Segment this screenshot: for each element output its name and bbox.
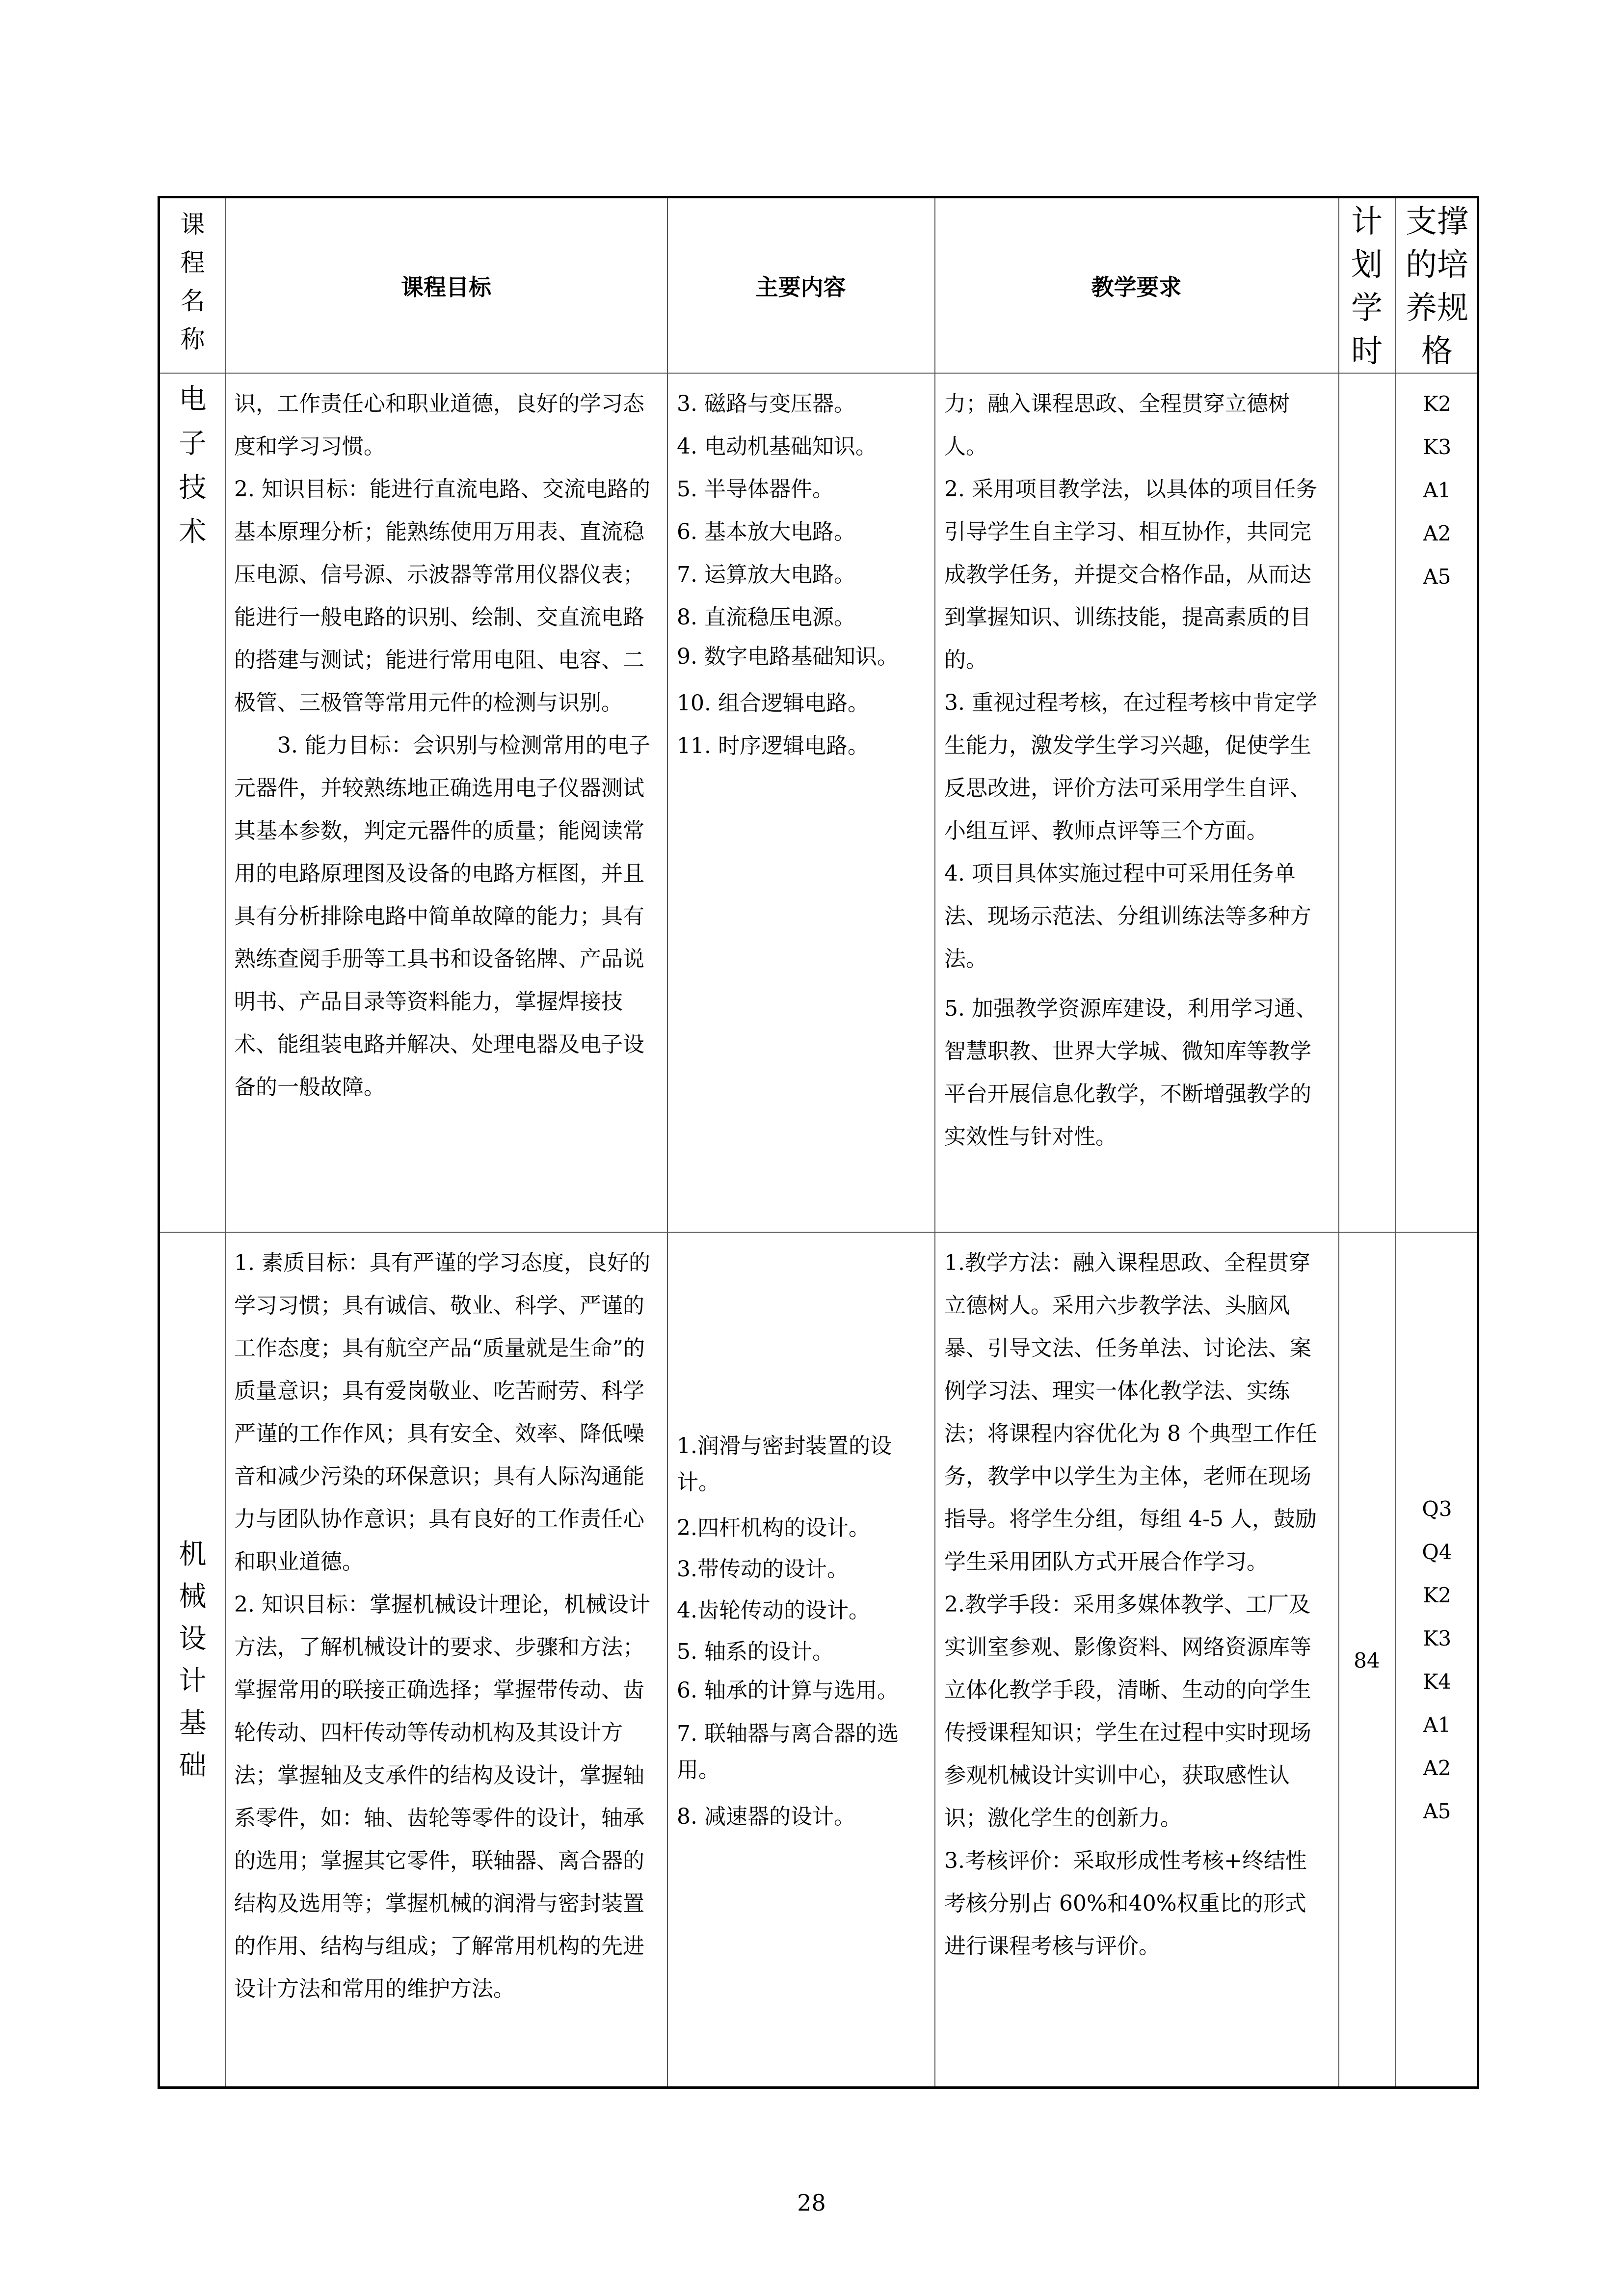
content-item: 8. 减速器的设计。	[677, 1804, 855, 1829]
name-char: 术	[179, 516, 207, 548]
spec-code: K4	[1422, 1670, 1452, 1694]
requirement-text: 3.考核评价：采取形成性考核+终结性考核分别占 60%和40%权重比的形式进行课程考核与评价。	[944, 1848, 1307, 1959]
objective-text: 2. 知识目标：掌握机械设计理论，机械设计方法，了解机械设计的要求、步骤和方法；掌握常用的联接正确选择；掌握带传动、齿轮传动、四杆传动等传动机构及其设计方法；掌握轴及支承件的结构及设计，掌握轴系零件，如：轴、齿轮等零件的设计，轴承的选用；掌握其它零件，联轴器、离合器的结构及选用等；掌握机械的润滑与密封装置的作用、结构与组成；了解常用机构的先进设计方法和常用的维护方法。	[234, 1592, 650, 2001]
row-mechanical-content	[667, 1232, 934, 2089]
name-char: 子	[179, 428, 207, 459]
spec-code: Q3	[1422, 1497, 1452, 1521]
content-item: 8. 直流稳压电源。	[677, 605, 855, 630]
name-char: 技	[179, 472, 207, 504]
spec-code: K3	[1422, 1626, 1452, 1650]
curriculum-table	[158, 196, 1479, 2089]
header-char: 名	[180, 287, 205, 315]
row-electronics-content	[667, 373, 934, 1232]
header-content: 主要内容	[755, 273, 846, 300]
spec-code: K2	[1422, 1583, 1452, 1607]
requirement-text: 2. 采用项目教学法，以具体的项目任务引导学生自主学习、相互协作，共同完成教学任务，并提交合格作品，从而达到掌握知识、训练技能，提高素质的目的。	[944, 477, 1317, 673]
content-item: 9. 数字电路基础知识。	[677, 644, 899, 669]
row-electronics-hours	[1338, 373, 1395, 1232]
spec-code: A2	[1423, 1756, 1451, 1780]
name-char: 机	[179, 1539, 207, 1570]
content-item: 5. 轴系的设计。	[677, 1639, 834, 1664]
header-course-name	[160, 198, 225, 373]
content-item: 1.润滑与密封装置的设计。	[677, 1433, 892, 1495]
header-char: 格	[1421, 333, 1453, 370]
page-number: 28	[797, 2189, 826, 2216]
spec-code: A1	[1423, 478, 1451, 502]
content-item: 11. 时序逻辑电路。	[677, 733, 869, 758]
content-item: 4.齿轮传动的设计。	[677, 1598, 870, 1623]
header-char: 学	[1351, 290, 1383, 326]
header-char: 划	[1351, 247, 1383, 283]
header-char: 计	[1351, 204, 1383, 240]
spec-code: A2	[1423, 521, 1451, 545]
row-mechanical-name	[160, 1232, 225, 2089]
row-electronics-codes	[1395, 373, 1479, 1232]
name-char: 电	[179, 383, 207, 415]
row-electronics-name	[160, 373, 225, 1232]
row-mechanical-objectives	[225, 1232, 667, 2089]
content-item: 5. 半导体器件。	[677, 477, 834, 502]
requirement-text: 2.教学手段：采用多媒体教学、工厂及实训室参观、影像资料、网络资源库等立体化教学手段，清晰、生动的向学生传授课程知识；学生在过程中实时现场参观机械设计实训中心，获取感性认识；激化学生的创新力。	[944, 1592, 1311, 1831]
name-char: 械	[179, 1581, 207, 1613]
row-mechanical-requirements	[934, 1232, 1338, 2089]
content-item: 3. 磁路与变压器。	[677, 391, 855, 416]
header-char: 称	[180, 325, 205, 353]
content-item: 7. 联轴器与离合器的选用。	[677, 1721, 899, 1783]
header-char: 时	[1351, 333, 1383, 370]
content-item: 4. 电动机基础知识。	[677, 434, 877, 459]
header-support	[1395, 198, 1479, 373]
header-requirements: 教学要求	[1091, 273, 1182, 300]
header-objectives: 课程目标	[401, 273, 491, 300]
name-char: 基	[179, 1707, 207, 1739]
spec-code: A5	[1423, 565, 1451, 589]
content-item: 10. 组合逻辑电路。	[677, 691, 869, 716]
row-electronics-requirements	[934, 373, 1338, 1232]
header-hours	[1338, 198, 1395, 373]
objective-text: 3. 能力目标：会识别与检测常用的电子元器件，并较熟练地正确选用电子仪器测试其基本参数，判定元器件的质量；能阅读常用的电路原理图及设备的电路方框图，并且具有分析排除电路中简单故障的能力；具有熟练查阅手册等工具书和设备铭牌、产品说明书、产品目录等资料能力，掌握焊接技术、能组装电路并解决、处理电器及电子设备的一般故障。	[234, 733, 650, 1100]
requirement-text: 3. 重视过程考核，在过程考核中肯定学生能力，激发学生学习兴趣，促使学生反思改进，评价方法可采用学生自评、小组互评、教师点评等三个方面。	[944, 690, 1317, 843]
row-mechanical-hours: 84	[1354, 1648, 1380, 1673]
content-item: 6. 基本放大电路。	[677, 519, 855, 544]
objective-text: 2. 知识目标：能进行直流电路、交流电路的基本原理分析；能熟练使用万用表、直流稳压电源、信号源、示波器等常用仪器仪表；能进行一般电路的识别、绘制、交直流电路的搭建与测试；能进行常用电阻、电容、二极管、三极管等常用元件的检测与识别。	[234, 477, 650, 715]
header-char: 养规	[1406, 290, 1468, 326]
content-item: 2.四杆机构的设计。	[677, 1515, 870, 1540]
row-mechanical-codes	[1395, 1232, 1479, 2089]
objective-text: 1. 素质目标：具有严谨的学习态度，良好的学习习惯；具有诚信、敬业、科学、严谨的工作态度；具有航空产品“质量就是生命”的质量意识；具有爱岗敬业、吃苦耐劳、科学严谨的工作作风；具有安全、效率、降低噪音和减少污染的环保意识；具有人际沟通能力与团队协作意识；具有良好的工作责任心和职业道德。	[234, 1250, 650, 1574]
header-char: 程	[180, 248, 205, 277]
content-item: 7. 运算放大电路。	[677, 562, 855, 587]
spec-code: K2	[1422, 392, 1452, 416]
spec-code: A1	[1423, 1713, 1451, 1737]
requirement-text: 4. 项目具体实施过程中可采用任务单法、现场示范法、分组训练法等多种方法。	[944, 861, 1311, 972]
spec-code: Q4	[1422, 1540, 1452, 1564]
header-char: 课	[180, 210, 205, 239]
requirement-text: 1.教学方法：融入课程思政、全程贯穿立德树人。采用六步教学法、头脑风暴、引导文法、任务单法、讨论法、案例学习法、理实一体化教学法、实练法；将课程内容优化为 8 个典型工作任务，教学中以学生为主体，老师在现场指导。将学生分组，每组 4-5 人，鼓励学生采用团队方式开展合作学习。	[944, 1250, 1317, 1574]
header-char: 的培	[1406, 247, 1468, 283]
content-item: 3.带传动的设计。	[677, 1557, 849, 1582]
name-char: 设	[179, 1623, 207, 1655]
requirement-text: 力；融入课程思政、全程贯穿立德树人。	[944, 391, 1290, 459]
spec-code: A5	[1423, 1799, 1451, 1823]
row-electronics-objectives	[225, 373, 667, 1232]
requirement-text: 5. 加强教学资源库建设，利用学习通、智慧职教、世界大学城、微知库等教学平台开展信息化教学，不断增强教学的实效性与针对性。	[944, 996, 1317, 1149]
name-char: 础	[179, 1750, 207, 1782]
header-char: 支撑	[1406, 204, 1468, 240]
spec-code: K3	[1422, 435, 1452, 459]
content-item: 6. 轴承的计算与选用。	[677, 1678, 899, 1703]
name-char: 计	[179, 1665, 207, 1697]
objective-text: 识，工作责任心和职业道德，良好的学习态度和学习习惯。	[234, 391, 644, 459]
